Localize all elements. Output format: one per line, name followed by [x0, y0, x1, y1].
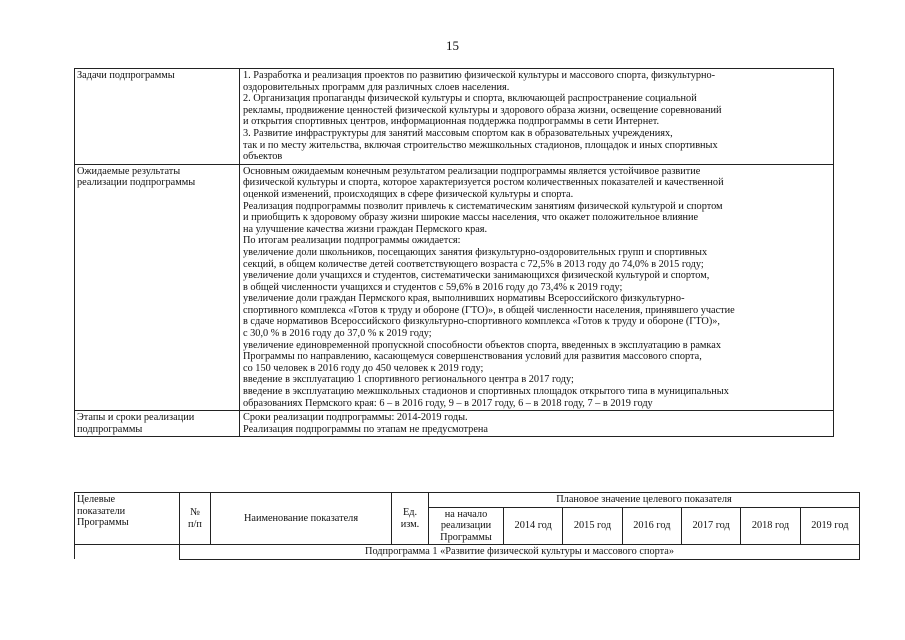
page-number: 15: [446, 38, 459, 53]
empty-cell: [75, 545, 180, 560]
row-content-line: в общей численности учащихся и студентов с 59,6% в 2016 году до 73,4% к 2019 году;: [243, 281, 623, 293]
row-content-line: Реализация подпрограммы по этапам не предусмотрена: [243, 423, 488, 435]
row-content-line: Программы по направлению, касающемуся совершенствования условий для развития массового спорта,: [243, 351, 702, 363]
column-header-program-start: на начало реализации Программы: [429, 507, 504, 545]
row-content-line: так и по месту жительства, включая строительство межшкольных стадионов, площадок и иных спортивных: [243, 139, 718, 151]
column-header-year-2016: 2016 год: [622, 507, 681, 545]
column-header-year-2014: 2014 год: [504, 507, 563, 545]
row-content-line: секций, в общем количестве детей соответствующего возраста с 72,5% в 2013 году до 74,0% в 2015 году;: [243, 258, 704, 270]
row-content-line: Реализация подпрограммы позволит привлечь к систематическим занятиям физической культурой и спортом: [243, 200, 723, 212]
row-content-line: образованиях Пермского края: 6 – в 2016 году, 9 – в 2017 году, 6 – в 2018 году, 7 – в 2019 году: [243, 397, 653, 409]
row-content-line: объектов: [243, 151, 283, 163]
column-header-year-2018: 2018 год: [741, 507, 800, 545]
row-label-line: подпрограммы: [77, 423, 143, 435]
row-content-line: на улучшение качества жизни граждан Пермского края.: [243, 223, 488, 235]
row-content-line: 2. Организация пропаганды физической культуры и спорта, включающей распространение социальной: [243, 93, 697, 105]
row-content-line: и открытия спортивных центров, информационная поддержка подпрограммы в сети Интернет.: [243, 116, 660, 128]
passport-row-tasks: [75, 69, 834, 165]
row-content-line: оздоровительных программ для различных слоев населения.: [243, 81, 510, 93]
column-header-number: № п/п: [180, 493, 211, 545]
row-content-line: с 30,0 % в 2016 году до 37,0 % к 2019 году;: [243, 328, 432, 340]
row-label-line: Ожидаемые результаты: [77, 165, 181, 177]
row-content-line: в сдаче нормативов Всероссийского физкультурно-спортивного комплекса «Готов к труду и обороне (ГТО)»,: [243, 316, 720, 328]
row-content-line: 1. Разработка и реализация проектов по развитию физической культуры и массового спорта, физкультурно-: [243, 70, 716, 81]
row-content-line: введение в эксплуатацию 1 спортивного регионального центра в 2017 году;: [243, 374, 574, 386]
row-content: [240, 69, 834, 165]
column-header-unit: Ед. изм.: [392, 493, 429, 545]
row-label-line: реализации подпрограммы: [77, 177, 196, 189]
passport-row-expected-results: [75, 164, 834, 410]
row-label-line: Задачи подпрограммы: [77, 70, 175, 81]
subprogram-title: Подпрограмма 1 «Развитие физической культуры и массового спорта»: [180, 545, 860, 560]
row-content-line: спортивного комплекса «Готов к труду и обороне (ГТО)», в общей численности населения, принявшего участие: [243, 304, 735, 316]
row-content-line: 3. Развитие инфраструктуры для занятий массовым спортом как в образовательных учреждениях,: [243, 127, 673, 139]
row-content-line: увеличение доли школьников, посещающих занятия физкультурно-оздоровительных групп и спортивных: [243, 246, 708, 258]
column-header-year-2019: 2019 год: [800, 507, 859, 545]
row-content-line: увеличение единовременной пропускной способности объектов спорта, введенных в эксплуатацию в рамках: [243, 339, 721, 351]
column-header-year-2017: 2017 год: [681, 507, 740, 545]
row-content-line: введение в эксплуатацию межшкольных стадионов и спортивных площадок открытого типа в муниципальных: [243, 386, 729, 398]
row-content: [240, 164, 834, 410]
column-header-indicators-group: Целевые показатели Программы: [75, 493, 180, 545]
row-content-line: со 150 человек в 2016 году до 450 человек к 2019 году;: [243, 362, 484, 374]
row-content-line: По итогам реализации подпрограммы ожидается:: [243, 235, 461, 247]
row-content-line: увеличение доли граждан Пермского края, выполнивших нормативы Всероссийского физкультурно-: [243, 293, 685, 305]
row-label-line: Этапы и сроки реализации: [77, 412, 195, 424]
row-content-line: Сроки реализации подпрограммы: 2014-2019 годы.: [243, 412, 468, 424]
row-content-line: и приобщить к здоровому образу жизни широкие массы населения, что окажет положительное влияние: [243, 212, 699, 224]
column-header-year-2015: 2015 год: [563, 507, 622, 545]
row-content: [240, 411, 834, 437]
column-header-indicator-name: Наименование показателя: [211, 493, 392, 545]
row-label: [75, 411, 240, 437]
row-label: [75, 69, 240, 165]
row-content-line: рекламы, продвижение ценностей физической культуры и здорового образа жизни, освещение соревнований: [243, 104, 722, 116]
row-content-line: увеличение доли учащихся и студентов, систематически занимающихся физической культурой и спортом,: [243, 270, 710, 282]
row-content-line: оценкой изменений, происходящих в сфере физической культуры и спорта.: [243, 188, 574, 200]
row-content-line: физической культуры и спорта, которое характеризуется ростом количественных показателей и качественной: [243, 177, 724, 189]
row-content-line: Основным ожидаемым конечным результатом реализации подпрограммы является устойчивое развитие: [243, 165, 701, 177]
indicators-header-row-1: [75, 493, 860, 508]
subprogram-passport-table: [74, 68, 834, 437]
subprogram-row: [75, 545, 860, 560]
target-indicators-table: [74, 492, 860, 560]
passport-row-stages-and-terms: [75, 411, 834, 437]
column-header-planned-value: Плановое значение целевого показателя: [429, 493, 860, 508]
row-label: [75, 164, 240, 410]
